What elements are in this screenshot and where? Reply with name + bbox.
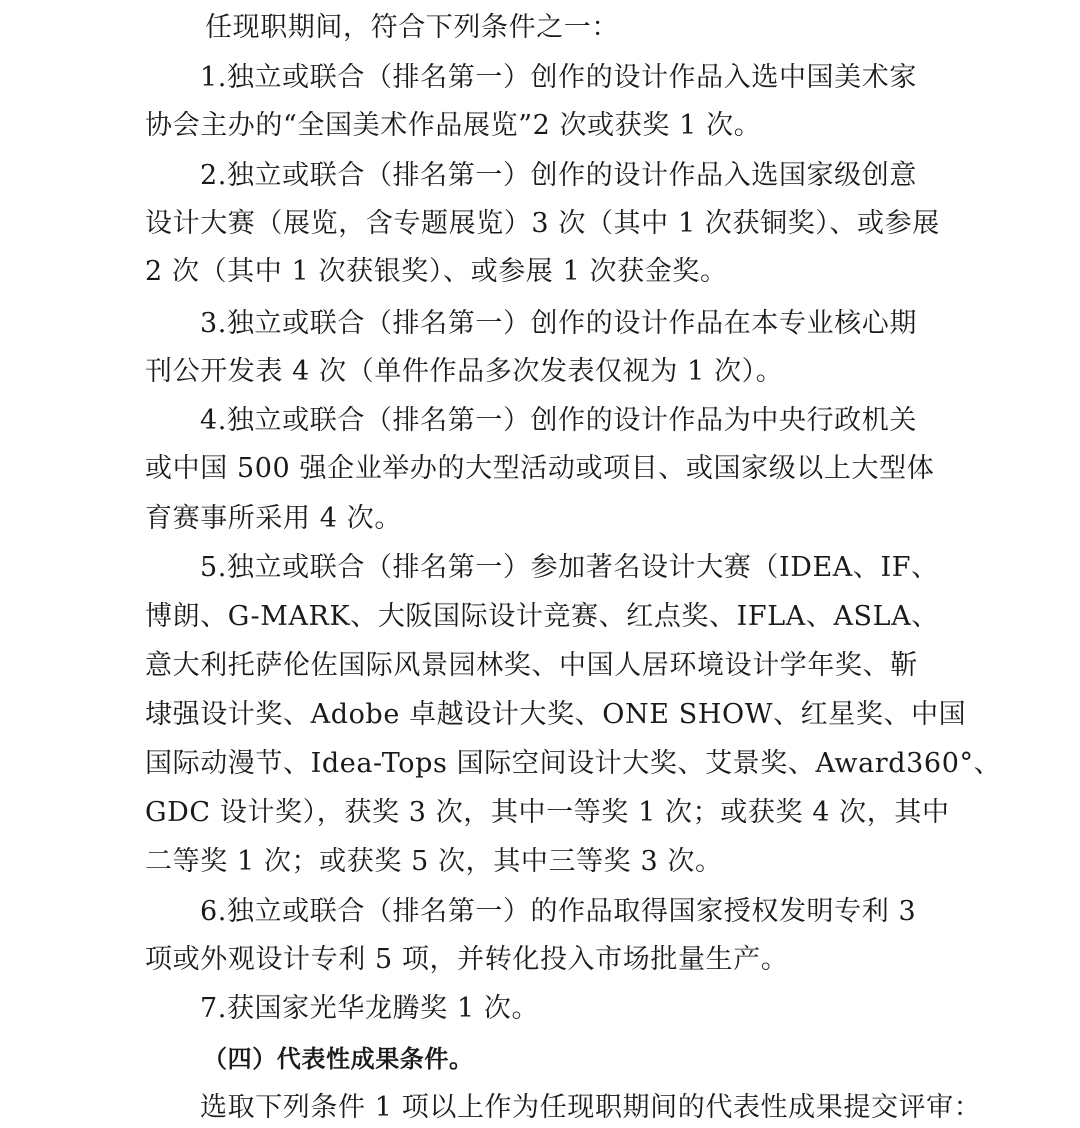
- section-heading: （四）代表性成果条件。: [203, 1045, 474, 1073]
- condition-6-line-2: 项或外观设计专利 5 项，并转化投入市场批量生产。: [145, 944, 789, 975]
- condition-6-line-1: 6.独立或联合（排名第一）的作品取得国家授权发明专利 3: [200, 896, 917, 927]
- intro-line: 任现职期间，符合下列条件之一：: [205, 12, 619, 43]
- condition-5-line-6: GDC 设计奖），获奖 3 次，其中一等奖 1 次；或获奖 4 次，其中: [145, 797, 950, 828]
- condition-3-line-2: 刊公开发表 4 次（单件作品多次发表仅视为 1 次）。: [145, 356, 784, 387]
- condition-5-line-4: 埭强设计奖、Adobe 卓越设计大奖、ONE SHOW、红星奖、中国: [145, 699, 967, 730]
- condition-5-line-7: 二等奖 1 次；或获奖 5 次，其中三等奖 3 次。: [145, 846, 723, 877]
- condition-2-line-3: 2 次（其中 1 次获银奖）、或参展 1 次获金奖。: [145, 256, 728, 287]
- condition-5-line-1: 5.独立或联合（排名第一）参加著名设计大赛（IDEA、IF、: [200, 552, 939, 583]
- condition-2-line-1: 2.独立或联合（排名第一）创作的设计作品入选国家级创意: [200, 160, 917, 191]
- condition-7-line-1: 7.获国家光华龙腾奖 1 次。: [200, 993, 540, 1024]
- condition-4-line-1: 4.独立或联合（排名第一）创作的设计作品为中央行政机关: [200, 405, 917, 436]
- condition-5-line-3: 意大利托萨伦佐国际风景园林奖、中国人居环境设计学年奖、靳: [145, 650, 918, 681]
- condition-4-line-2: 或中国 500 强企业举办的大型活动或项目、或国家级以上大型体: [145, 453, 935, 484]
- condition-4-line-3: 育赛事所采用 4 次。: [145, 503, 402, 534]
- condition-1-line-2: 协会主办的“全国美术作品展览”2 次或获奖 1 次。: [145, 110, 762, 141]
- condition-5-line-2: 博朗、G-MARK、大阪国际设计竞赛、红点奖、IFLA、ASLA、: [145, 601, 939, 632]
- section-intro: 选取下列条件 1 项以上作为任现职期间的代表性成果提交评审：: [200, 1092, 982, 1123]
- condition-3-line-1: 3.独立或联合（排名第一）创作的设计作品在本专业核心期: [200, 308, 917, 339]
- condition-2-line-2: 设计大赛（展览，含专题展览）3 次（其中 1 次获铜奖）、或参展: [145, 208, 940, 239]
- condition-5-line-5: 国际动漫节、Idea-Tops 国际空间设计大奖、艾景奖、Award360°、: [145, 748, 1002, 779]
- condition-1-line-1: 1.独立或联合（排名第一）创作的设计作品入选中国美术家: [200, 62, 917, 93]
